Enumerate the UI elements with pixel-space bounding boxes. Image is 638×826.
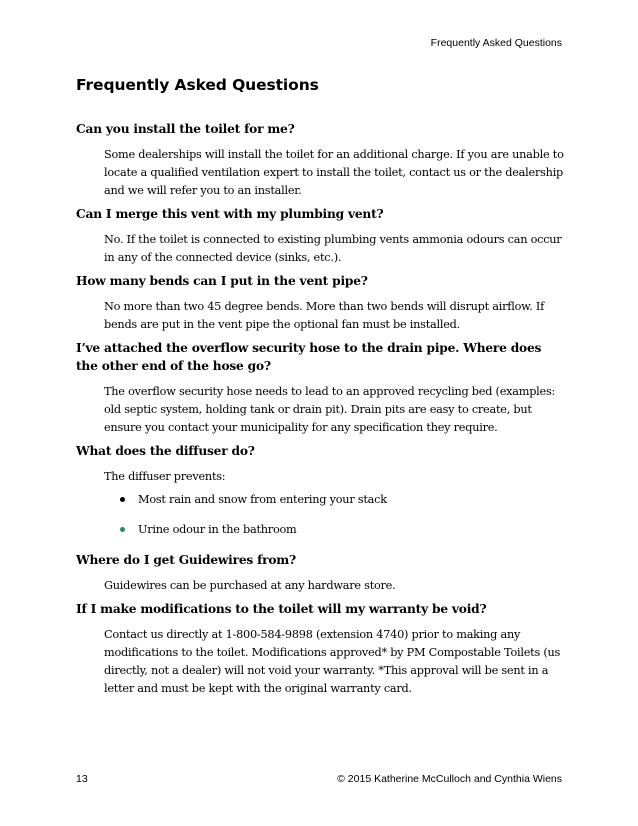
faq-answer: No more than two 45 degree bends. More than two bends will disrupt airflow. If bends are put in the vent pipe the optional fan must be installed. [104,300,545,331]
bullet-dot-icon [120,497,125,502]
bullet-text: Most rain and snow from entering your stack [138,493,387,506]
faq-question: If I make modifications to the toilet will my warranty be void? [76,602,487,616]
faq-answer: Some dealerships will install the toilet for an additional charge. If you are unable to locate a qualified ventilation expert to install the toilet, contact us or the dealership and we will refer you to an installer. [104,148,564,197]
faq-question: I’ve attached the overflow security hose to the drain pipe. Where does the other end of the hose go? [76,341,542,373]
running-header: Frequently Asked Questions [430,37,562,49]
page-number: 13 [76,773,88,785]
faq-answer: The diffuser prevents: [104,470,226,483]
page-title: Frequently Asked Questions [76,76,319,94]
bullet-item [120,491,566,509]
faq-question: Can I merge this vent with my plumbing vent? [76,207,384,221]
faq-question: What does the diffuser do? [76,444,255,458]
faq-question: Where do I get Guidewires from? [76,553,296,567]
copyright-notice: © 2015 Katherine McCulloch and Cynthia Wiens [337,773,562,785]
faq-question: How many bends can I put in the vent pipe? [76,274,368,288]
faq-answer: Contact us directly at 1-800-584-9898 (extension 4740) prior to making any modifications to the toilet. Modifications approved* by PM Compostable Toilets (us directly, not a dealer) will not void your warranty. *This approval will be sent in a letter and must be kept with the original warranty card. [104,628,561,695]
faq-answer: Guidewires can be purchased at any hardware store. [104,579,396,592]
bullet-item [120,521,566,539]
faq-question: Can you install the toilet for me? [76,122,295,136]
faq-answer: No. If the toilet is connected to existing plumbing vents ammonia odours can occur in any of the connected device (sinks, etc.). [104,233,562,264]
faq-answer: The overflow security hose needs to lead to an approved recycling bed (examples: old septic system, holding tank or drain pit). Drain pits are easy to create, but ensure you contact your municipality for any specification they require. [104,385,556,434]
bullet-text: Urine odour in the bathroom [138,523,297,536]
faq-list [76,120,566,703]
bullet-dot-icon [120,527,125,532]
bullet-list [120,491,566,539]
